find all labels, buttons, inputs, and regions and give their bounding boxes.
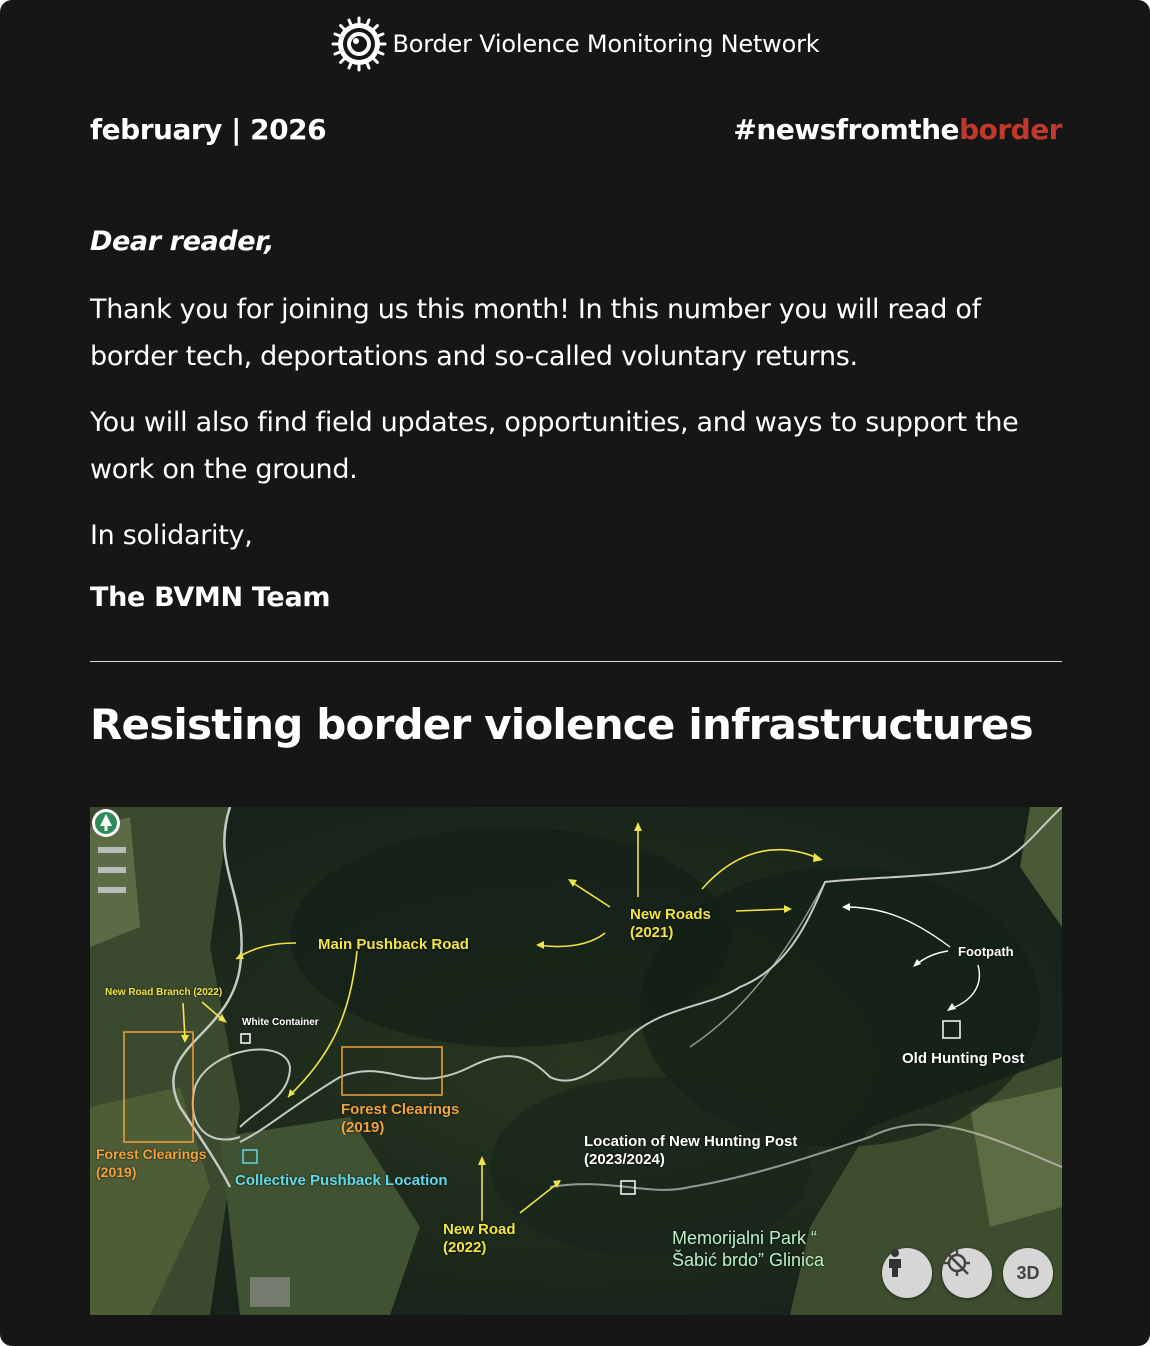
brand-name: Border Violence Monitoring Network [392,30,820,58]
brand-header [0,16,1150,72]
label-new-roads-2021: New Roads (2021) [630,906,711,941]
label-collective-pushback: Collective Pushback Location [235,1172,448,1189]
hashtag-accent: border [959,113,1062,146]
annotated-satellite-map[interactable] [90,807,1062,1315]
label-old-hunting-post: Old Hunting Post [902,1050,1025,1067]
label-new-road-2022: New Road (2022) [443,1221,516,1256]
location-off-icon [942,1248,972,1278]
closing: In solidarity, [90,520,253,551]
hashtag [733,113,1062,146]
intro-paragraph-1: Thank you for joining us this month! In this number you will read of border tech, deportations and so-called voluntary returns. [90,294,981,372]
my-location-button[interactable] [942,1248,992,1298]
label-main-pushback-road: Main Pushback Road [318,936,469,953]
label-forest-clearings-left: Forest Clearings (2019) [96,1146,207,1180]
divider [90,661,1062,662]
section-title: Resisting border violence infrastructures [90,700,1033,749]
issue-date: february | 2026 [90,113,327,146]
eye-gear-logo [331,16,387,72]
label-new-hunting-post: Location of New Hunting Post (2023/2024) [584,1133,798,1168]
label-footpath: Footpath [958,944,1014,959]
label-new-road-branch: New Road Branch (2022) [105,987,223,998]
view-3d-button[interactable]: 3D [1003,1248,1053,1298]
park-pin-icon[interactable] [90,807,122,839]
street-view-button[interactable] [882,1248,932,1298]
signature: The BVMN Team [90,582,331,613]
hashtag-prefix: #newsfromthe [733,113,960,146]
greeting: Dear reader, [90,226,274,257]
label-memorial-park: Memorijalni Park “ Šabić brdo” Glinica [672,1228,825,1270]
label-white-container: White Container [242,1017,319,1028]
label-forest-clearings-center: Forest Clearings (2019) [341,1101,460,1136]
pegman-icon [882,1248,908,1278]
intro-paragraph-2: You will also find field updates, opportunities, and ways to support the work on the ground. [90,407,1019,485]
